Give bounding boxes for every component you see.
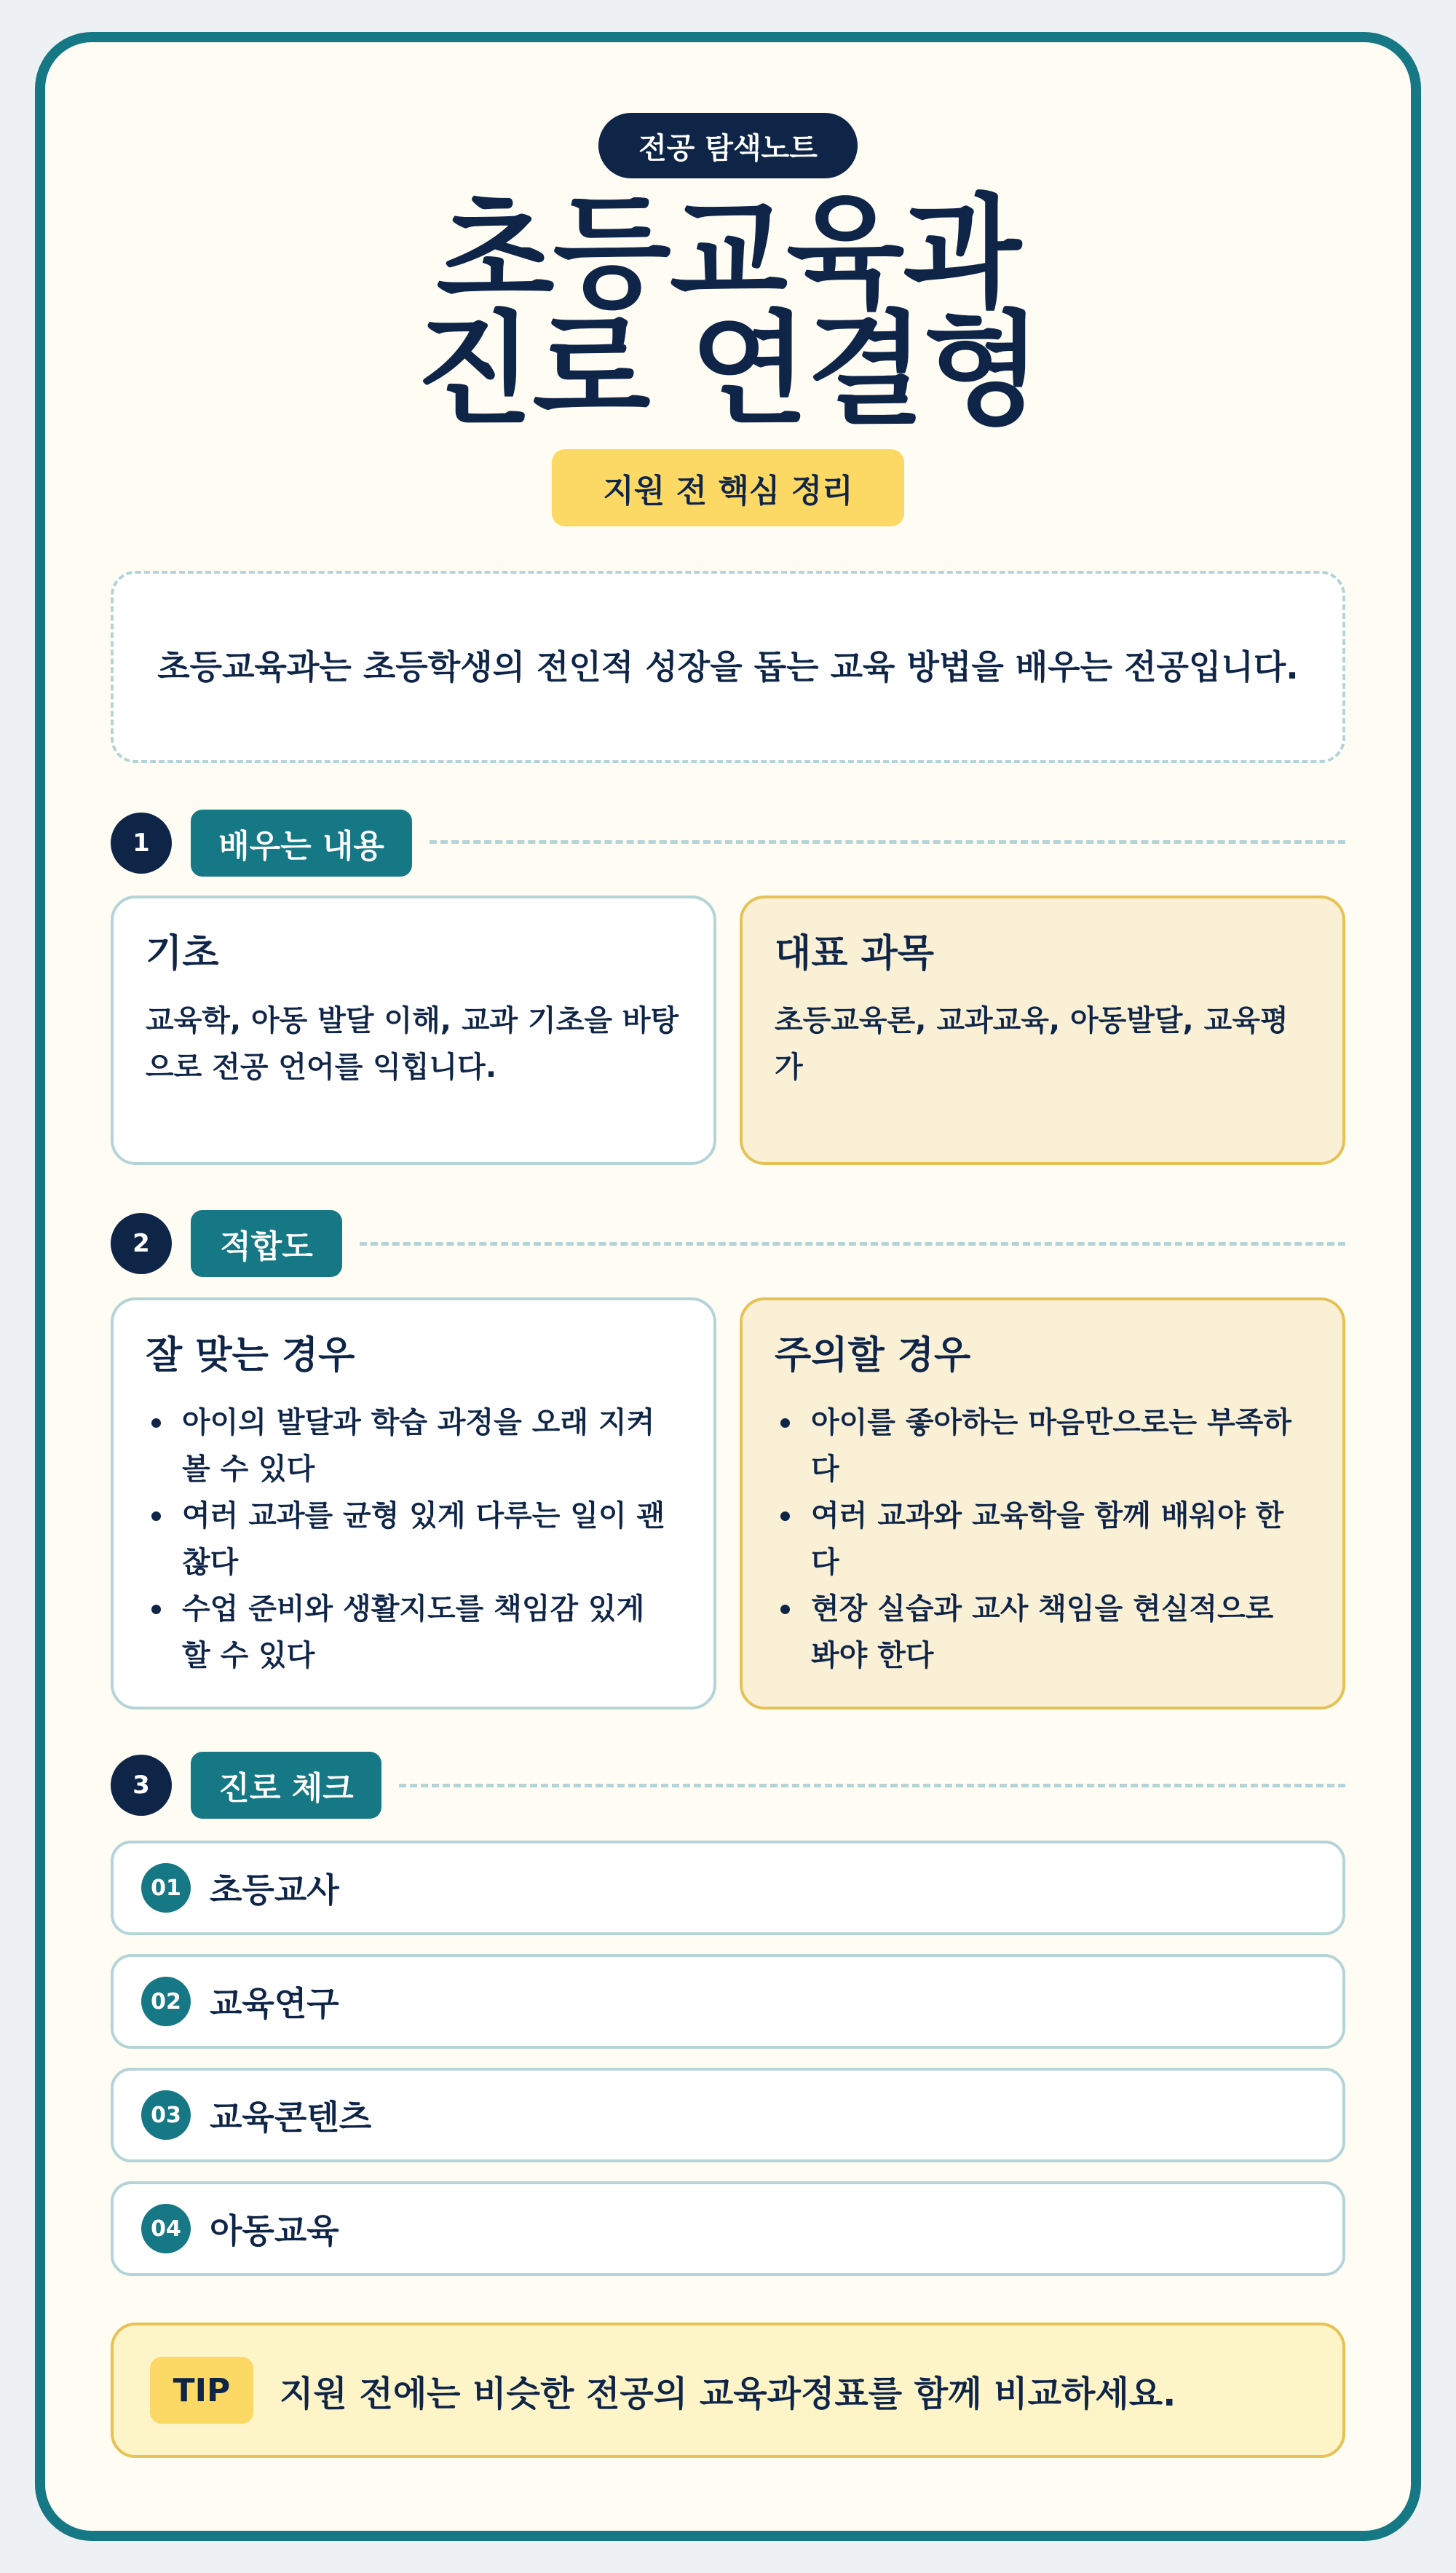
career-item bbox=[111, 2068, 1345, 2162]
subtitle-badge: 지원 전 핵심 정리 bbox=[552, 449, 904, 526]
caution-title: 주의할 경우 bbox=[775, 1334, 971, 1378]
career-item bbox=[111, 1954, 1345, 2049]
section-3-divider bbox=[399, 1784, 1345, 1787]
career-label: 아동교육 bbox=[210, 2211, 339, 2250]
career-item bbox=[111, 1841, 1345, 1935]
career-item bbox=[111, 2181, 1345, 2276]
key-subjects-text: 초등교육론, 교과교육, 아동발달, 교육평가 bbox=[775, 1004, 1289, 1084]
career-label: 초등교사 bbox=[210, 1870, 339, 1910]
tip-box bbox=[111, 2323, 1345, 2458]
section-1-divider bbox=[430, 840, 1345, 844]
good-fit-item: 여러 교과를 균형 있게 다루는 일이 괜찮다 bbox=[146, 1493, 681, 1586]
page-title bbox=[146, 182, 1310, 441]
section-2-divider bbox=[360, 1242, 1345, 1246]
tip-text: 지원 전에는 비슷한 전공의 교육과정표를 함께 비교하세요. bbox=[280, 2373, 1176, 2414]
intro-box bbox=[111, 571, 1345, 763]
caution-item: 현장 실습과 교사 책임을 현실적으로 봐야 한다 bbox=[775, 1586, 1310, 1679]
good-fit-list bbox=[146, 1399, 681, 1679]
intro-text: 초등교육과는 초등학생의 전인적 성장을 돕는 교육 방법을 배우는 전공입니다. bbox=[157, 647, 1299, 687]
header-tag: 전공 탐색노트 bbox=[598, 113, 858, 178]
section-1-number: 1 bbox=[111, 813, 172, 874]
caution-item: 여러 교과와 교육학을 함께 배워야 한다 bbox=[775, 1493, 1310, 1586]
tip-badge: TIP bbox=[150, 2357, 253, 2424]
good-fit-item: 수업 준비와 생활지도를 책임감 있게 할 수 있다 bbox=[146, 1586, 681, 1679]
title-line-1: 초등교육과 bbox=[436, 182, 1020, 325]
caution-item: 아이를 좋아하는 마음만으로는 부족하다 bbox=[775, 1399, 1310, 1493]
learn-basics-text: 교육학, 아동 발달 이해, 교과 기초을 바탕으로 전공 언어를 익힙니다. bbox=[146, 1004, 679, 1084]
caution-card bbox=[740, 1297, 1345, 1710]
section-2-number: 2 bbox=[111, 1213, 172, 1274]
section-1-label: 배우는 내용 bbox=[191, 810, 412, 877]
good-fit-card bbox=[111, 1297, 716, 1710]
section-3-number: 3 bbox=[111, 1755, 172, 1816]
career-number: 03 bbox=[141, 2090, 191, 2140]
title-line-2: 진로 연결형 bbox=[416, 299, 1040, 441]
section-3-label: 진로 체크 bbox=[191, 1752, 381, 1819]
career-label: 교육콘텐츠 bbox=[210, 2098, 372, 2137]
career-number: 01 bbox=[141, 1863, 191, 1913]
key-subjects-title: 대표 과목 bbox=[775, 932, 935, 976]
learn-basics-title: 기초 bbox=[146, 932, 219, 976]
career-number: 04 bbox=[141, 2204, 191, 2253]
section-2-label: 적합도 bbox=[191, 1210, 342, 1277]
caution-list bbox=[775, 1399, 1310, 1679]
career-number: 02 bbox=[141, 1977, 191, 2026]
good-fit-item: 아이의 발달과 학습 과정을 오래 지켜볼 수 있다 bbox=[146, 1399, 681, 1493]
key-subjects-card bbox=[740, 896, 1345, 1165]
career-label: 교육연구 bbox=[210, 1984, 339, 2023]
good-fit-title: 잘 맞는 경우 bbox=[146, 1334, 355, 1378]
learn-basics-card bbox=[111, 896, 716, 1165]
